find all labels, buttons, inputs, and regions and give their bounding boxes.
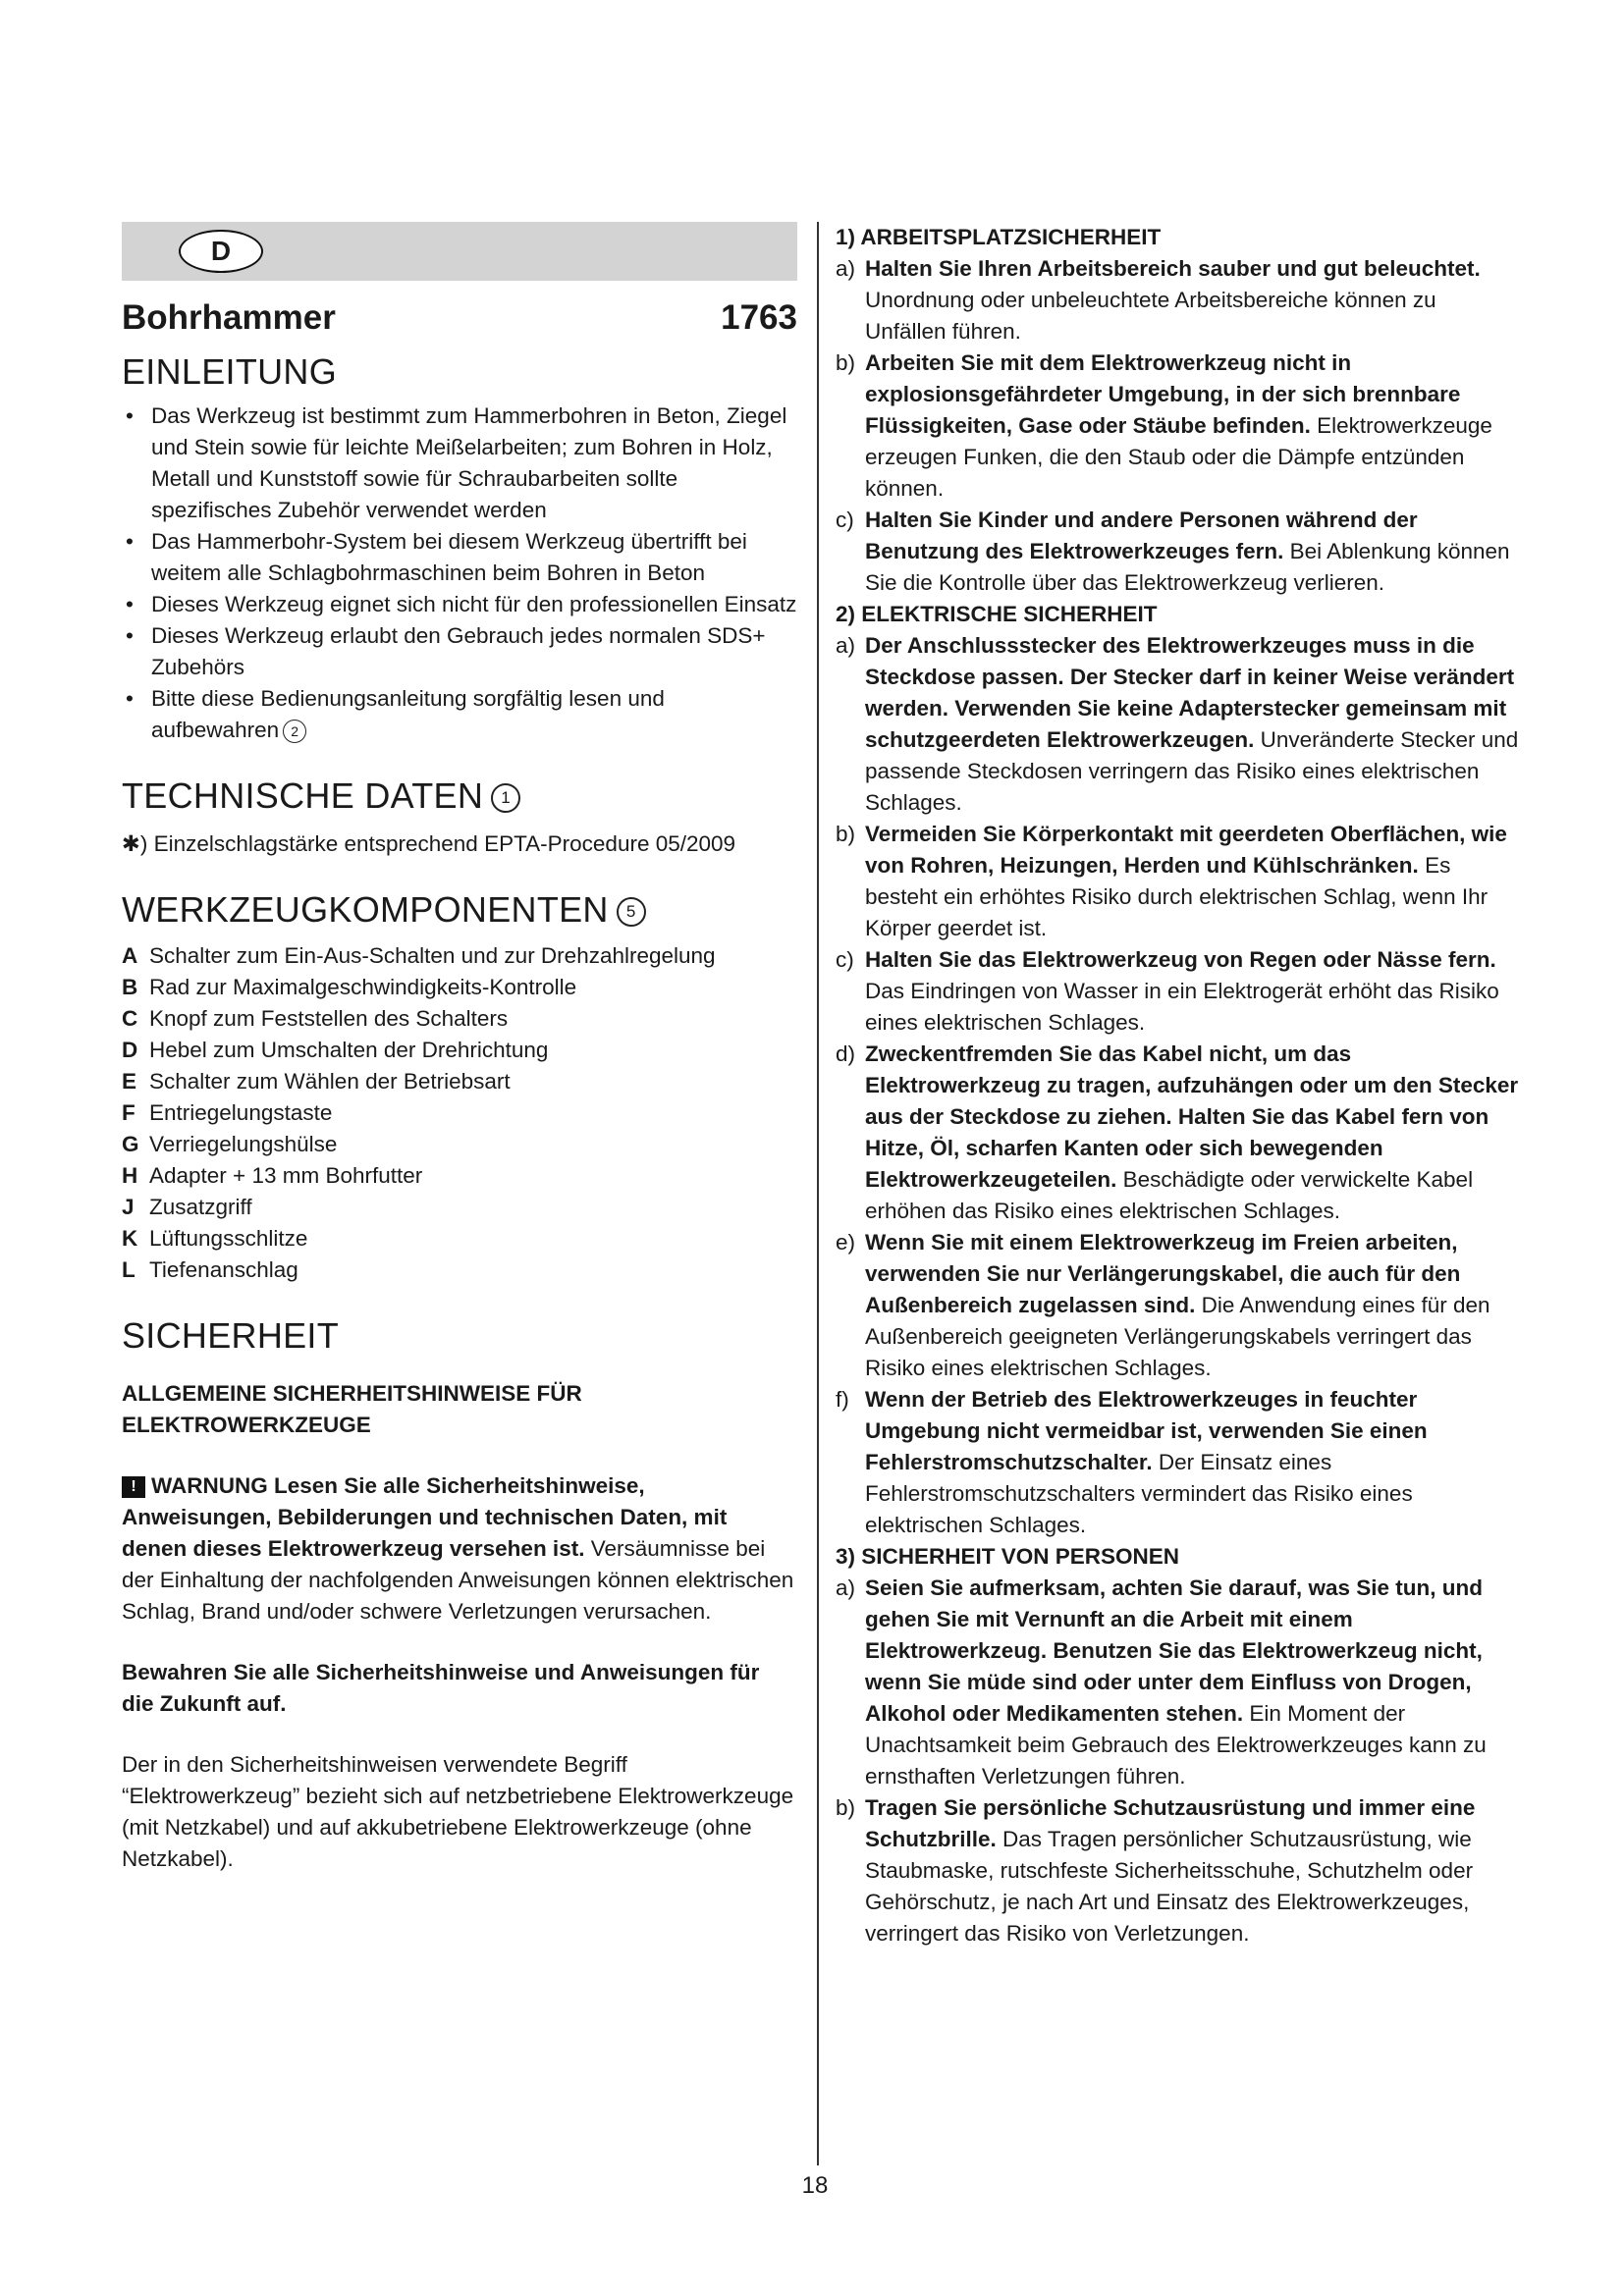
item-text: Die Anwendung eines für den Außenbereich geeigneten Verlängerungskabels verringert das Risiko eines elektrischen Schlages. (865, 1293, 1490, 1380)
right-column (836, 222, 1523, 1949)
list-item (122, 1035, 797, 1066)
list-item (836, 1384, 1523, 1541)
component-text: Adapter + 13 mm Bohrfutter (149, 1163, 423, 1188)
item-text: Beschädigte oder verwickelte Kabel erhöhen das Risiko eines elektrischen Schlages. (865, 1167, 1474, 1223)
item-key: b) (836, 350, 856, 375)
list-item-text: Bitte diese Bedienungsanleitung sorgfältig lesen und aufbewahren (151, 686, 665, 742)
list-item (836, 819, 1523, 944)
term-definition-note: Der in den Sicherheitshinweisen verwendete Begriff “Elektrowerkzeug” bezieht sich auf netzbetriebene Elektrowerkzeuge (mit Netzkabel) und auf akkubetriebene Elektrowerkzeuge (ohne Netzkabel). (122, 1752, 794, 1871)
column-divider (817, 222, 819, 2165)
list-item (122, 1192, 797, 1223)
component-text: Knopf zum Feststellen des Schalters (149, 1006, 509, 1031)
list-item (122, 972, 797, 1003)
item-bold-text: Der Anschlussstecker des Elektrowerkzeuges muss in die Steckdose passen. Der Stecker darf in keiner Weise verändert werden. Verwenden Sie keine Adapterstecker gemeinsam mit schutzgeerdeten Elektrowerkzeugen. (865, 633, 1515, 752)
components-heading-text: WERKZEUGKOMPONENTEN (122, 889, 609, 930)
warning-bold-text: WARNUNG Lesen Sie alle Sicherheitshinweise, Anweisungen, Bebilderungen und technischen Daten, mit denen dieses Elektrowerkzeug versehen ist. (122, 1473, 728, 1561)
component-text: Schalter zum Wählen der Betriebsart (149, 1069, 511, 1094)
component-text: Schalter zum Ein-Aus-Schalten und zur Drehzahlregelung (149, 943, 716, 968)
item-key: a) (836, 1575, 856, 1600)
list-item (122, 1160, 797, 1192)
component-text: Lüftungsschlitze (149, 1226, 308, 1251)
intro-list (122, 400, 797, 746)
component-key: B (122, 975, 138, 999)
component-key: E (122, 1069, 137, 1094)
warning-text: Versäumnisse bei der Einhaltung der nachfolgenden Anweisungen können elektrischen Schlag, Brand und/oder schwere Verletzungen verursachen. (122, 1536, 794, 1624)
tech-heading (122, 775, 797, 817)
component-key: H (122, 1163, 138, 1188)
item-key: f) (836, 1387, 849, 1412)
product-model: 1763 (721, 298, 797, 337)
list-item (122, 1129, 797, 1160)
list-item (836, 347, 1523, 505)
list-item (122, 1097, 797, 1129)
component-text: Hebel zum Umschalten der Drehrichtung (149, 1038, 549, 1062)
list-item (122, 683, 797, 746)
product-name: Bohrhammer (122, 298, 336, 337)
component-text: Entriegelungstaste (149, 1100, 333, 1125)
warning-icon: ! (122, 1476, 145, 1498)
section-heading: 2) ELEKTRISCHE SICHERHEIT (836, 602, 1158, 626)
keep-instructions-note: Bewahren Sie alle Sicherheitshinweise und Anweisungen für die Zukunft auf. (122, 1660, 760, 1716)
section-heading: 3) SICHERHEIT VON PERSONEN (836, 1544, 1180, 1569)
component-key: J (122, 1195, 135, 1219)
component-text: Zusatzgriff (149, 1195, 252, 1219)
list-item (122, 940, 797, 972)
tech-heading-text: TECHNISCHE DATEN (122, 775, 484, 816)
item-bold-text: Halten Sie Ihren Arbeitsbereich sauber und gut beleuchtet. (865, 256, 1481, 281)
language-bar (122, 222, 797, 281)
product-title-row (122, 298, 797, 338)
item-bold-text: Seien Sie aufmerksam, achten Sie darauf, was Sie tun, und gehen Sie mit Vernunft an die Arbeit mit einem Elektrowerkzeug. Benutzen Sie das Elektrowerkzeug nicht, wenn Sie müde sind oder unter dem Einfluss von Drogen, Alkohol oder Medikamenten stehen. (865, 1575, 1483, 1726)
list-item (122, 1255, 797, 1286)
components-heading (122, 889, 797, 931)
item-key: b) (836, 1795, 856, 1820)
item-text: Unordnung oder unbeleuchtete Arbeitsbereiche können zu Unfällen führen. (865, 288, 1436, 344)
list-item (836, 505, 1523, 599)
item-bold-text: Wenn Sie mit einem Elektrowerkzeug im Freien arbeiten, verwenden Sie nur Verlängerungskabel, die auch für den Außenbereich zugelassen sind. (865, 1230, 1461, 1317)
safety-heading: SICHERHEIT (122, 1315, 340, 1356)
item-bold-text: Wenn der Betrieb des Elektrowerkzeuges in feuchter Umgebung nicht vermeidbar ist, verwenden Sie einen Fehlerstromschutzschalter. (865, 1387, 1428, 1474)
item-bold-text: Vermeiden Sie Körperkontakt mit geerdeten Oberflächen, wie von Rohren, Heizungen, Herden und Kühlschränken. (865, 822, 1507, 878)
item-text: Bei Ablenkung können Sie die Kontrolle über das Elektrowerkzeug verlieren. (865, 539, 1510, 595)
list-item (836, 1039, 1523, 1227)
component-text: Rad zur Maximalgeschwindigkeits-Kontrolle (149, 975, 577, 999)
item-bold-text: Tragen Sie persönliche Schutzausrüstung und immer eine Schutzbrille. (865, 1795, 1476, 1851)
components-list (122, 940, 797, 1286)
list-item (122, 1223, 797, 1255)
asterisk-icon: ✱) (122, 831, 148, 856)
component-key: K (122, 1226, 138, 1251)
item-text: Das Eindringen von Wasser in ein Elektrogerät erhöht das Risiko eines elektrischen Schlages. (865, 979, 1499, 1035)
list-item (122, 1003, 797, 1035)
item-text: Unveränderte Stecker und passende Steckdosen verringern das Risiko eines elektrischen Schlages. (865, 727, 1519, 815)
language-tag: D (179, 230, 263, 273)
list-item (836, 253, 1523, 347)
tech-note-text: Einzelschlagstärke entsprechend EPTA-Procedure 05/2009 (153, 831, 736, 856)
component-key: L (122, 1257, 135, 1282)
tech-note (122, 828, 797, 860)
list-item (836, 630, 1523, 819)
safety-subheading: ALLGEMEINE SICHERHEITSHINWEISE FÜR ELEKTROWERKZEUGE (122, 1381, 582, 1437)
item-bold-text: Arbeiten Sie mit dem Elektrowerkzeug nicht in explosionsgefährdeter Umgebung, in der sich brennbare Flüssigkeiten, Gase oder Stäube befinden. (865, 350, 1461, 438)
item-key: a) (836, 633, 856, 658)
list-item (836, 944, 1523, 1039)
item-key: b) (836, 822, 856, 846)
item-key: c) (836, 947, 854, 972)
left-column (122, 222, 797, 1875)
list-item (836, 1573, 1523, 1792)
list-item (836, 1227, 1523, 1384)
list-item (836, 1792, 1523, 1949)
component-key: G (122, 1132, 139, 1156)
section-heading: 1) ARBEITSPLATZSICHERHEIT (836, 225, 1162, 249)
list-item: • Dieses Werkzeug eignet sich nicht für den professionellen Einsatz (122, 589, 797, 620)
item-text: Das Tragen persönlicher Schutzausrüstung, wie Staubmaske, rutschfeste Sicherheitsschuhe, Schutzhelm oder Gehörschutz, je nach Art und Einsatz des Elektrowerkzeuges, verringert das Risiko von Verletzungen. (865, 1827, 1474, 1946)
item-bold-text: Halten Sie Kinder und andere Personen während der Benutzung des Elektrowerkzeuges fern. (865, 507, 1418, 563)
item-key: c) (836, 507, 854, 532)
item-text: Es besteht ein erhöhtes Risiko durch elektrischen Schlag, wenn Ihr Körper geerdet ist. (865, 853, 1489, 940)
item-text: Ein Moment der Unachtsamkeit beim Gebrauch des Elektrowerkzeuges kann zu ernsthaften Verletzungen führen. (865, 1701, 1487, 1789)
item-bold-text: Zweckentfremden Sie das Kabel nicht, um das Elektrowerkzeug zu tragen, aufzuhängen oder um den Stecker aus der Steckdose zu ziehen. Halten Sie das Kabel fern von Hitze, Öl, scharfen Kanten oder sich bewegenden Elektrowerkzeugeteilen. (865, 1041, 1519, 1192)
item-key: d) (836, 1041, 856, 1066)
figure-ref-badge: 5 (617, 897, 646, 927)
intro-heading: EINLEITUNG (122, 351, 338, 392)
page-number: 18 (801, 2172, 829, 2199)
component-text: Tiefenanschlag (149, 1257, 298, 1282)
component-key: D (122, 1038, 138, 1062)
list-item: • Das Werkzeug ist bestimmt zum Hammerbohren in Beton, Ziegel und Stein sowie für leichte Meißelarbeiten; zum Bohren in Holz, Metall und Kunststoff sowie für Schraubarbeiten sollte spezifisches Zubehör verwendet werden (122, 400, 797, 526)
item-key: e) (836, 1230, 856, 1255)
component-key: C (122, 1006, 138, 1031)
item-bold-text: Halten Sie das Elektrowerkzeug von Regen oder Nässe fern. (865, 947, 1496, 972)
figure-ref-badge: 2 (283, 720, 306, 743)
component-key: A (122, 943, 138, 968)
list-item (122, 1066, 797, 1097)
list-item: • Das Hammerbohr-System bei diesem Werkzeug übertrifft bei weitem alle Schlagbohrmaschinen beim Bohren in Beton (122, 526, 797, 589)
item-key: a) (836, 256, 856, 281)
item-text: Der Einsatz eines Fehlerstromschutzschalters vermindert das Risiko eines elektrischen Schlages. (865, 1450, 1413, 1537)
warning-paragraph (122, 1470, 797, 1628)
item-text: Elektrowerkzeuge erzeugen Funken, die den Staub oder die Dämpfe entzünden können. (865, 413, 1492, 501)
figure-ref-badge: 1 (491, 783, 520, 813)
component-key: F (122, 1100, 135, 1125)
list-item: • Dieses Werkzeug erlaubt den Gebrauch jedes normalen SDS+ Zubehörs (122, 620, 797, 683)
component-text: Verriegelungshülse (149, 1132, 338, 1156)
